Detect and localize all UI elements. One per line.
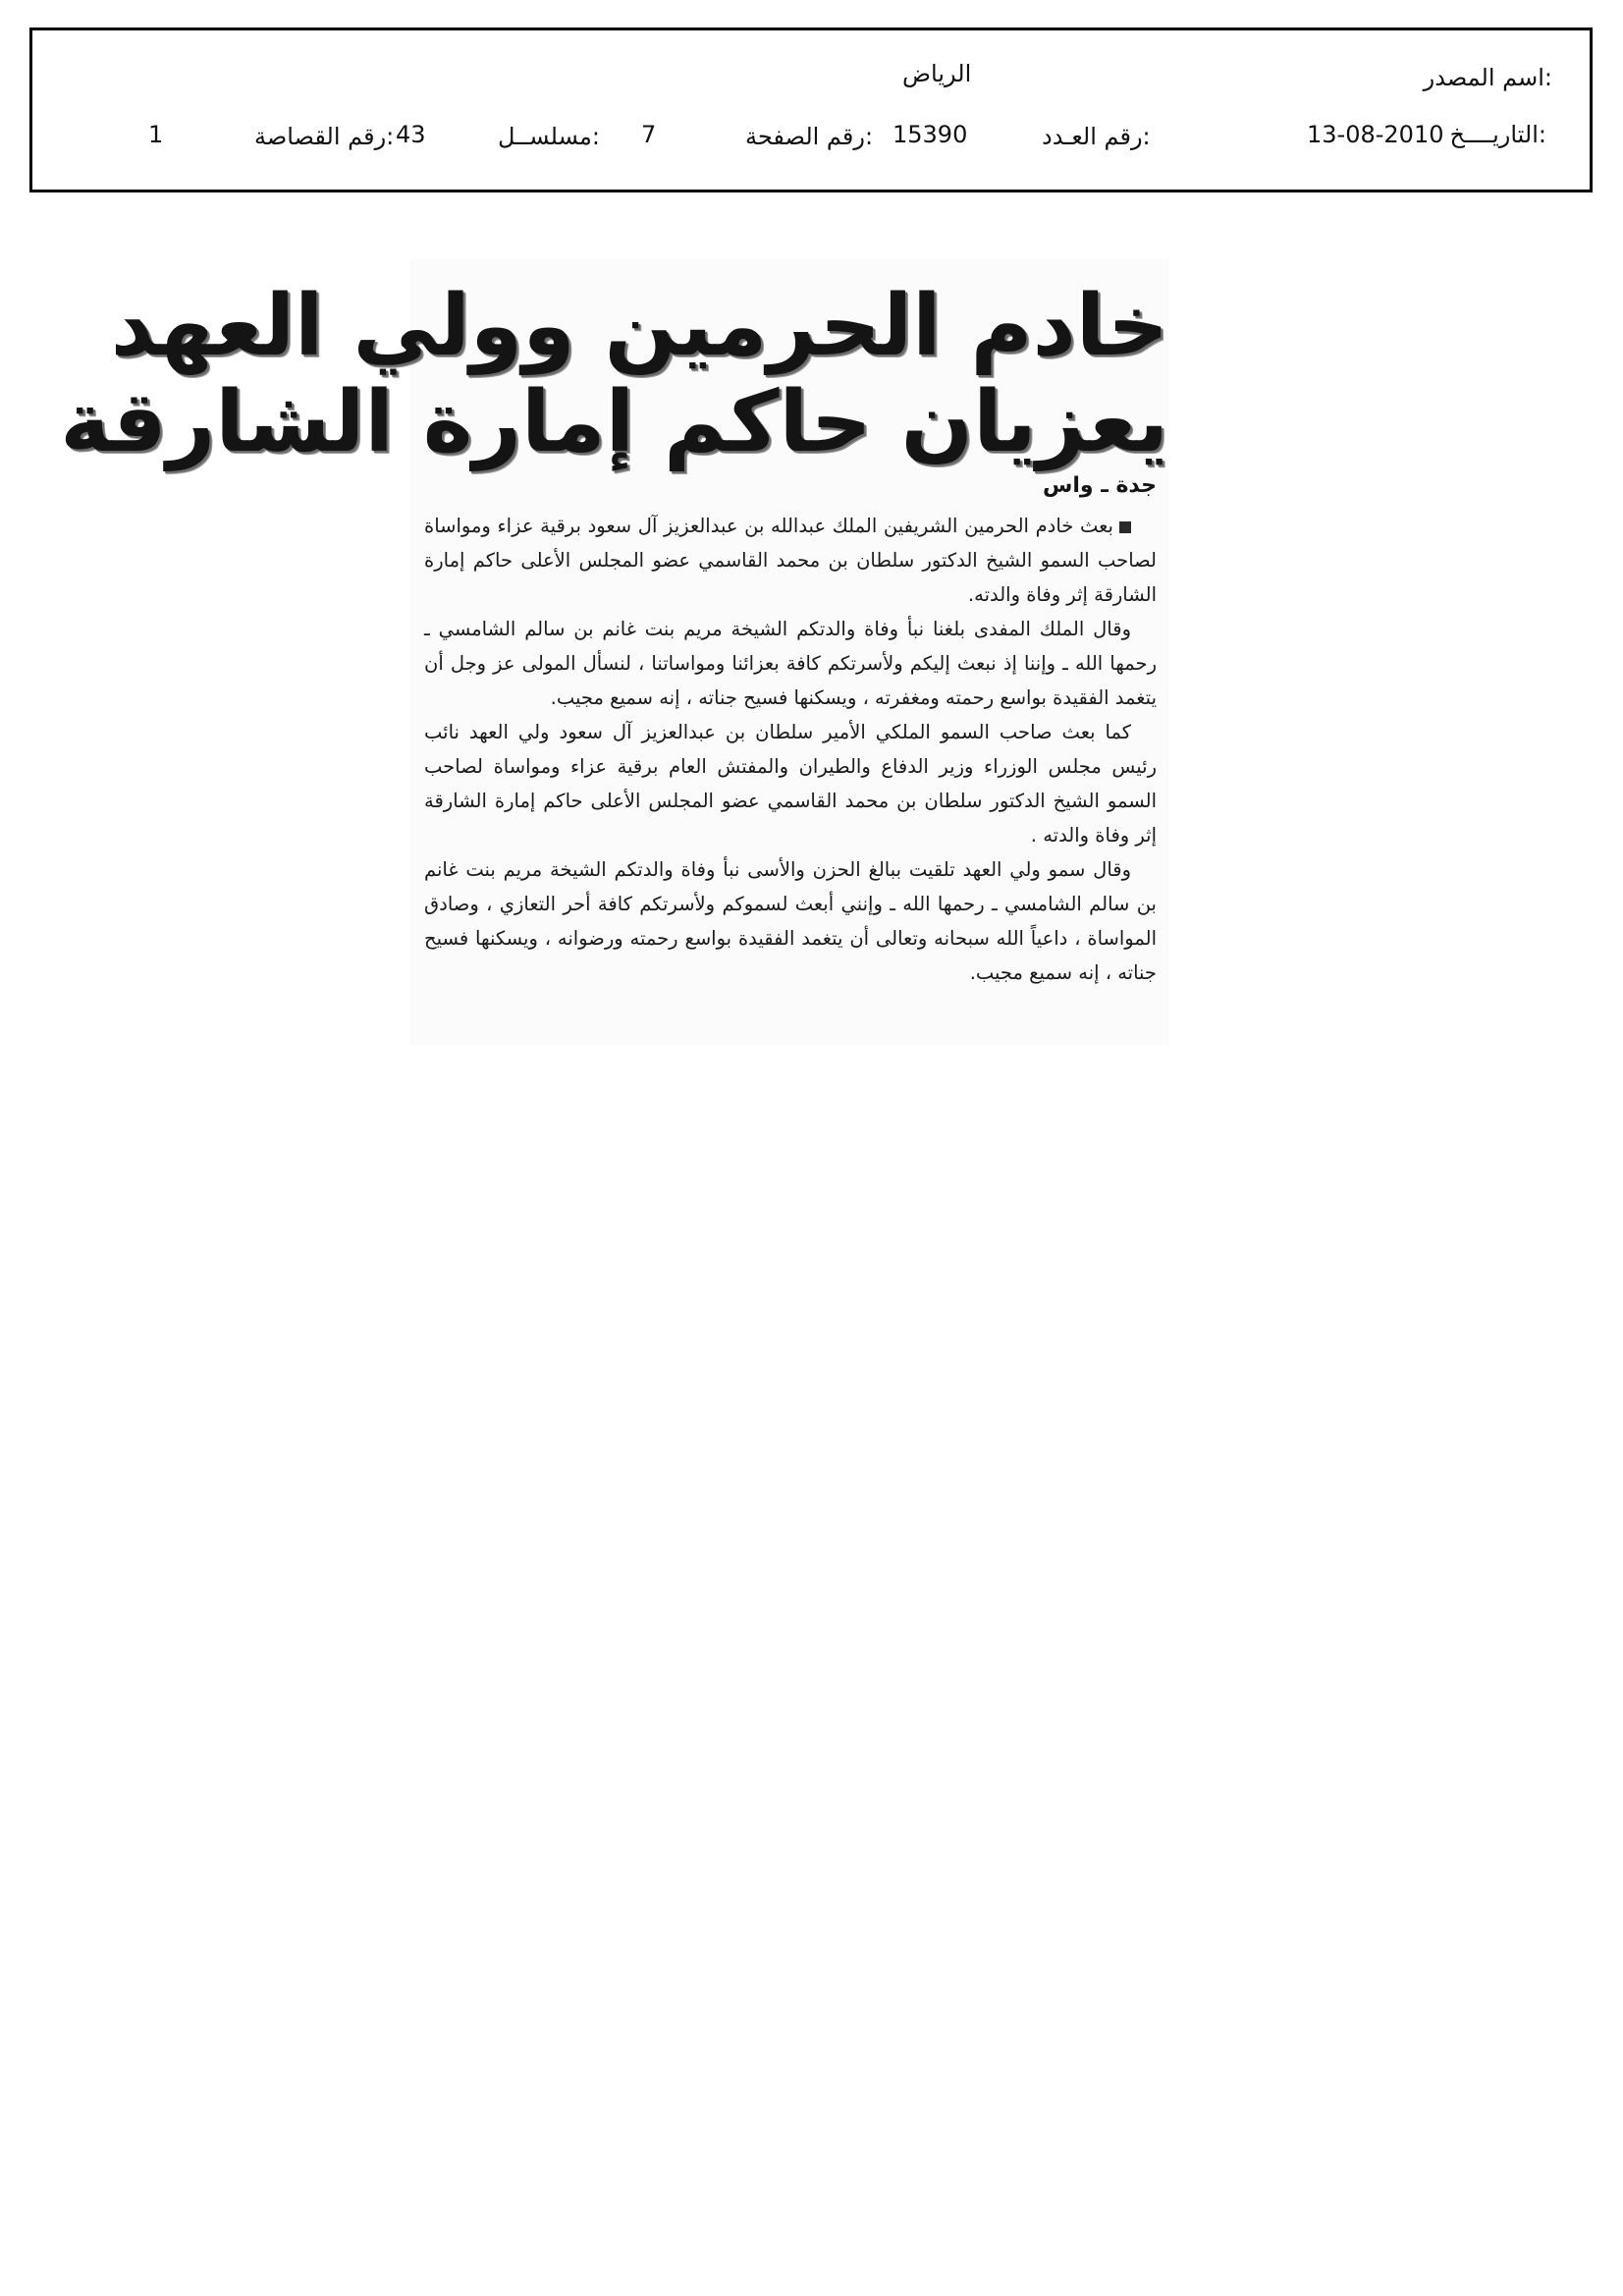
paragraph-bullet-icon — [1119, 521, 1131, 533]
article-paragraph-2: وقال الملك المفدى بلغنا نبأ وفاة والدتكم الشيخة مريم بنت غانم بن سالم الشامسي ـ رحمها الله ـ وإننا إذ نبعث إليكم ولأسرتكم كافة بعزائنا ومواساتنا ، لنسأل المولى عز وجل أن يتغمد الفقيدة بواسع رحمته ومغفرته ، ويسكنها فسيح جناته ، إنه سميع مجيب. — [424, 618, 1157, 709]
date-value: 13-08-2010 — [1307, 121, 1444, 148]
newspaper-clipping — [60, 259, 1168, 1045]
clip-label: رقم القصاصة: — [254, 123, 395, 150]
headline-line-1: خادم الحرمين وولي العهد — [110, 277, 1168, 375]
article-body — [424, 509, 1157, 990]
date-label: التاريــــخ: — [1449, 121, 1546, 148]
source-label: اسم المصدر: — [1423, 64, 1552, 91]
source-value: الرياض — [902, 60, 972, 87]
serial-value: 43 — [396, 121, 426, 148]
issue-value: 15390 — [893, 121, 968, 148]
headline-line-2: يعزيان حاكم إمارة الشارقة — [60, 373, 1168, 471]
page-value: 7 — [641, 121, 657, 148]
article-paragraph-1-text: بعث خادم الحرمين الشريفين الملك عبدالله بن عبدالعزيز آل سعود برقية عزاء ومواساة لصاحب السمو الشيخ الدكتور سلطان بن محمد القاسمي عضو المجلس الأعلى حاكم إمارة الشارقة إثر وفاة والدته. — [424, 515, 1157, 606]
issue-label: رقم العـدد: — [1042, 123, 1151, 150]
article-paragraph-1 — [424, 509, 1157, 612]
article-paragraph-4: وقال سمو ولي العهد تلقيت ببالغ الحزن والأسى نبأ وفاة والدتكم الشيخة مريم بنت غانم بن سالم الشامسي ـ رحمها الله ـ وإنني أبعث لسموكم ولأسرتكم كافة أحر التعازي ، وصادق المواساة ، داعياً الله سبحانه وتعالى أن يتغمد الفقيدة بواسع رحمته ورضوانه ، ويسكنها فسيح جناته ، إنه سميع مجيب. — [424, 858, 1157, 984]
clipping-metadata-box — [29, 27, 1593, 192]
clip-value: 1 — [148, 121, 164, 148]
article-paragraph-3: كما بعث صاحب السمو الملكي الأمير سلطان بن عبدالعزيز آل سعود ولي العهد نائب رئيس مجلس الوزراء وزير الدفاع والطيران والمفتش العام برقية عزاء ومواساة لصاحب السمو الشيخ الدكتور سلطان بن محمد القاسمي عضو المجلس الأعلى حاكم إمارة الشارقة إثر وفاة والدته . — [424, 721, 1157, 847]
serial-label: مسلســل: — [498, 123, 600, 150]
page-label: رقم الصفحة: — [745, 123, 874, 150]
dateline: جدة ـ واس — [1043, 473, 1157, 498]
